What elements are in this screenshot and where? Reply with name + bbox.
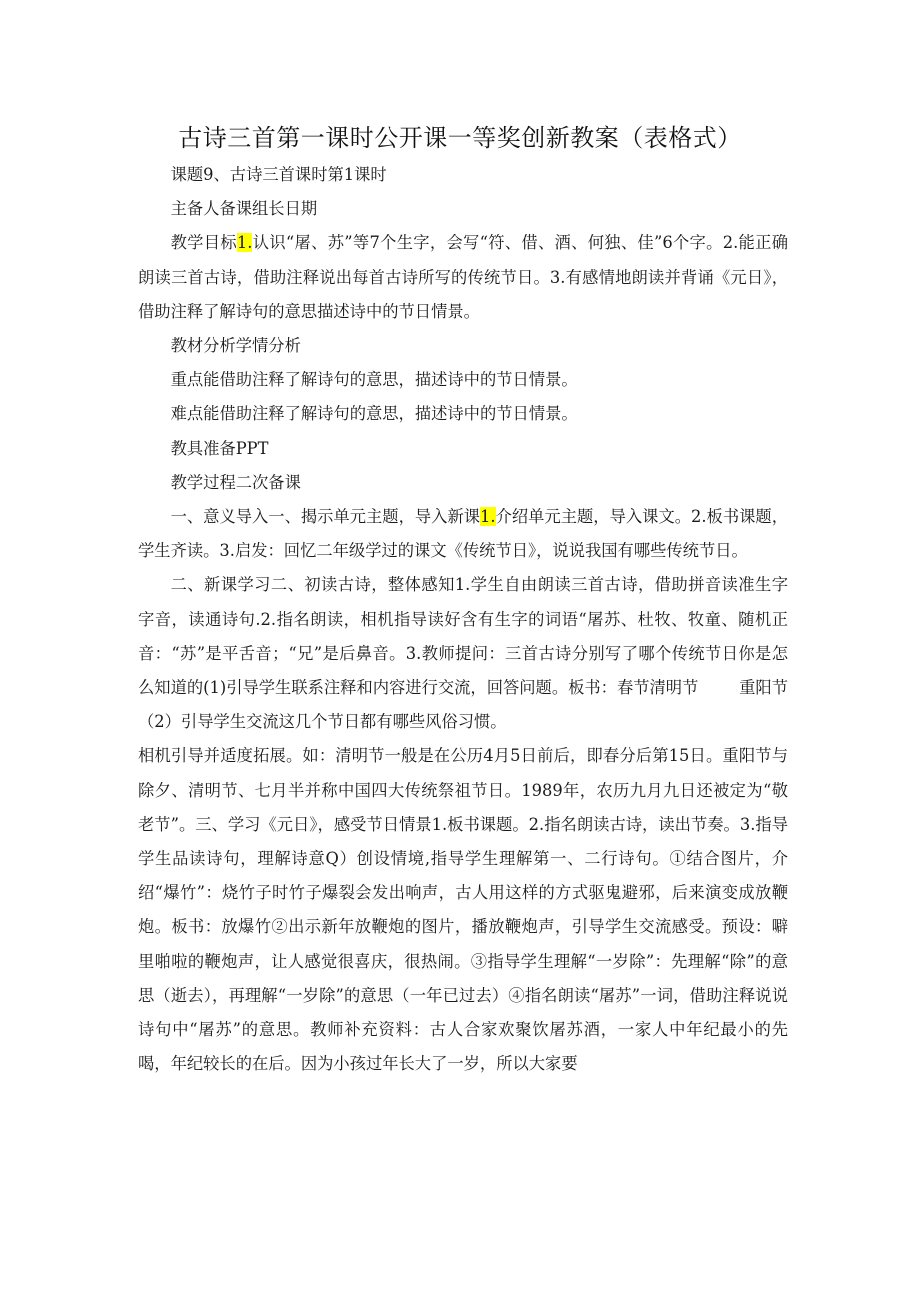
tools-line: 教具准备PPT (170, 438, 269, 458)
process-line: 教学过程二次备课 (170, 472, 301, 492)
objectives-text: 认识“屠、苏”等7个生字，会写“符、借、酒、何独、佳”6个字。2.能正确朗读三首古诗，借助注释说出每首古诗所写的传统节日。3.有感情地朗读并背诵《元日》，借助注释了解诗句的意思描述诗中的节日情景。 (138, 233, 788, 321)
highlight-mark: 1. (236, 233, 253, 253)
difficult-point-line: 难点能借助注释了解诗句的意思，描述诗中的节日情景。 (170, 404, 578, 424)
objectives-paragraph (138, 226, 788, 329)
part1-lead: 一、意义导入一、揭示单元主题，导入新课 (170, 507, 481, 527)
document-title: 古诗三首第一课时公开课一等奖创新教案（表格式） (178, 124, 742, 152)
part1-text: 介绍单元主题，导入课文。2.板书课题，学生齐读。3.启发：回忆二年级学过的课文《传统节日》，说说我国有哪些传统节日。 (138, 507, 788, 561)
part2-text-b: 重阳节（2）引导学生交流这几个节日都有哪些风俗习惯。 (138, 678, 788, 732)
key-point-line: 重点能借助注释了解诗句的意思，描述诗中的节日情景。 (170, 370, 578, 390)
part2-paragraph (138, 568, 788, 739)
part2-text-a: 二、新课学习二、初读古诗，整体感知1.学生自由朗读三首古诗，借助拼音读准生字字音，读通诗句.2.指名朗读，相机指导读好含有生字的词语“屠苏、杜牧、牧童、随机正音：“苏”是平舌音；“兄”是后鼻音。3.教师提问：三首古诗分别写了哪个传统节日你是怎么知道的(1)引导学生联系注释和内容进行交流，回答问题。板书：春节清明节 (138, 575, 788, 698)
lesson-line: 课题9、古诗三首课时第1课时 (170, 165, 387, 184)
objectives-label: 教学目标 (170, 233, 237, 253)
prep-line: 主备人备课组长日期 (170, 199, 318, 219)
document-body (138, 158, 788, 1081)
analysis-line: 教材分析学情分析 (170, 336, 301, 356)
part3-paragraph: 相机引导并适度拓展。如：清明节一般是在公历4月5日前后，即春分后第15日。重阳节与除夕、清明节、七月半并称中国四大传统祭祖节日。1989年，农历九月九日还被定为“敬老节”。三、学习《元日》，感受节日情景1.板书课题。2.指名朗读古诗，读出节奏。3.指导学生品读诗句，理解诗意Q）创设情境,指导学生理解第一、二行诗句。①结合图片，介绍“爆竹”：烧竹子时竹子爆裂会发出响声，古人用这样的方式驱鬼避邪，后来演变成放鞭炮。板书：放爆竹②出示新年放鞭炮的图片，播放鞭炮声，引导学生交流感受。预设：噼里啪啦的鞭炮声，让人感觉很喜庆，很热闹。③指导学生理解“一岁除”：先理解“除”的意思（逝去），再理解“一岁除”的意思（一年已过去）④指名朗读“屠苏”一词，借助注释说说诗句中“屠苏”的意思。教师补充资料：古人合家欢聚饮屠苏酒，一家人中年纪最小的先喝，年纪较长的在后。因为小孩过年长大了一岁，所以大家要 (138, 746, 788, 1074)
highlight-mark: 1. (480, 507, 496, 527)
part1-paragraph (138, 500, 788, 568)
